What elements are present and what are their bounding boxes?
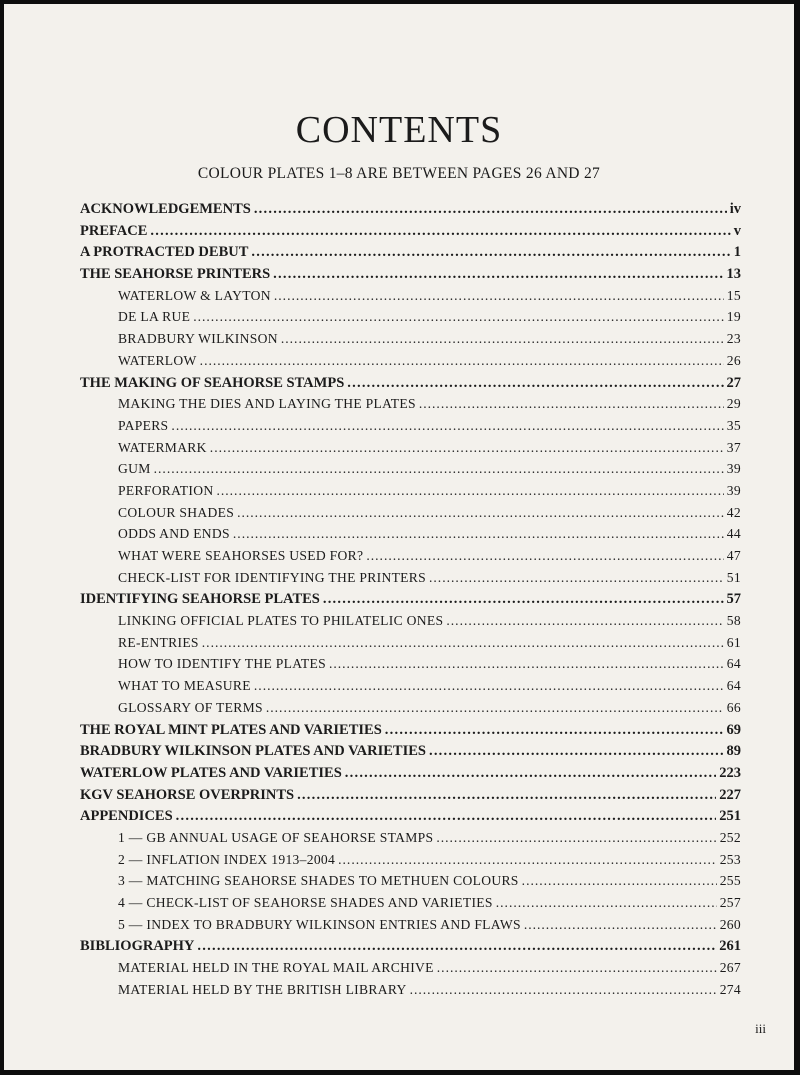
toc-entry — [80, 309, 741, 331]
toc-entry-label: WATERMARK — [118, 439, 207, 455]
toc-entry — [80, 331, 741, 353]
toc-entry-page: 23 — [726, 331, 741, 347]
toc-entry-label: DE LA RUE — [118, 309, 191, 325]
dot-leader — [266, 700, 724, 716]
toc-entry-label: THE MAKING OF SEAHORSE STAMPS — [80, 374, 345, 391]
toc-entry — [80, 418, 741, 440]
toc-entry-label: BRADBURY WILKINSON PLATES AND VARIETIES — [80, 743, 426, 760]
toc-entry-page: v — [733, 222, 741, 239]
toc-entry-label: GLOSSARY OF TERMS — [118, 699, 263, 715]
dot-leader — [524, 917, 717, 933]
document-page — [4, 4, 794, 1070]
toc-entry — [80, 852, 741, 874]
toc-entry-label: IDENTIFYING SEAHORSE PLATES — [80, 591, 320, 608]
toc-entry-label: MATERIAL HELD IN THE ROYAL MAIL ARCHIVE — [118, 960, 434, 976]
dot-leader — [446, 613, 723, 629]
toc-entry-label: LINKING OFFICIAL PLATES TO PHILATELIC ONES — [118, 613, 444, 629]
toc-entry-label: HOW TO IDENTIFY THE PLATES — [118, 656, 326, 672]
toc-entry-label: 5 — INDEX TO BRADBURY WILKINSON ENTRIES AND FLAWS — [118, 916, 521, 932]
toc-entry — [80, 743, 741, 765]
toc-entry-label: MATERIAL HELD BY THE BRITISH LIBRARY — [118, 981, 407, 997]
toc-entry — [80, 917, 741, 939]
toc-entry-label: CHECK-LIST FOR IDENTIFYING THE PRINTERS — [118, 569, 427, 585]
toc-entry-label: 2 — INFLATION INDEX 1913–2004 — [118, 851, 336, 867]
toc-entry — [80, 526, 741, 548]
toc-entry — [80, 201, 741, 223]
toc-entry — [80, 461, 741, 483]
toc-entry-page: 223 — [719, 764, 741, 781]
dot-leader — [429, 743, 724, 760]
dot-leader — [254, 678, 724, 694]
toc-entry — [80, 830, 741, 852]
toc-entry-page: 64 — [726, 656, 741, 672]
dot-leader — [200, 353, 724, 369]
dot-leader — [323, 591, 724, 608]
toc-entry-label: THE ROYAL MINT PLATES AND VARIETIES — [80, 721, 382, 738]
dot-leader — [522, 873, 717, 889]
toc-entry-page: 39 — [726, 482, 741, 498]
toc-entry-label: PERFORATION — [118, 482, 214, 498]
toc-entry — [80, 244, 741, 266]
dot-leader — [202, 635, 724, 651]
dot-leader — [345, 765, 716, 782]
toc-entry-page: 42 — [726, 504, 741, 520]
toc-entry-page: 13 — [726, 266, 741, 283]
toc-entry-page: 66 — [726, 699, 741, 715]
toc-entry — [80, 895, 741, 917]
dot-leader — [437, 960, 717, 976]
toc-entry-label: PAPERS — [118, 417, 169, 433]
dot-leader — [237, 505, 724, 521]
table-of-contents — [80, 201, 741, 1003]
toc-entry-page: 64 — [726, 678, 741, 694]
toc-entry-label: BRADBURY WILKINSON — [118, 331, 278, 347]
toc-entry-page: 27 — [726, 374, 741, 391]
page-title: CONTENTS — [295, 109, 503, 151]
toc-entry — [80, 678, 741, 700]
toc-entry-page: 274 — [719, 981, 741, 997]
toc-entry — [80, 700, 741, 722]
toc-entry-page: 267 — [719, 960, 741, 976]
toc-entry — [80, 873, 741, 895]
dot-leader — [347, 375, 723, 392]
toc-entry-page: 61 — [726, 634, 741, 650]
page-subtitle: COLOUR PLATES 1–8 ARE BETWEEN PAGES 26 AND 27 — [197, 165, 601, 182]
toc-entry-page: 261 — [719, 938, 741, 955]
dot-leader — [329, 656, 724, 672]
toc-entry-label: PREFACE — [80, 222, 148, 239]
toc-entry — [80, 396, 741, 418]
toc-entry-page: 1 — [733, 244, 741, 261]
toc-entry-page: 89 — [726, 743, 741, 760]
toc-entry-page: 51 — [726, 569, 741, 585]
toc-entry-page: 57 — [726, 591, 741, 608]
toc-entry-page: 15 — [726, 287, 741, 303]
toc-entry-label: WHAT TO MEASURE — [118, 678, 251, 694]
toc-entry-page: 47 — [726, 548, 741, 563]
toc-entry — [80, 635, 741, 657]
toc-entry-page: iv — [729, 201, 741, 217]
toc-entry-label: A PROTRACTED DEBUT — [80, 244, 249, 261]
dot-leader — [210, 440, 724, 456]
toc-entry-page: 35 — [726, 417, 741, 433]
dot-leader — [251, 244, 730, 261]
dot-leader — [254, 201, 727, 218]
toc-entry-label: RE-ENTRIES — [118, 634, 199, 650]
toc-entry — [80, 656, 741, 678]
toc-entry — [80, 938, 741, 960]
dot-leader — [216, 483, 723, 499]
toc-entry-page: 260 — [719, 916, 741, 932]
dot-leader — [297, 787, 716, 804]
toc-entry — [80, 353, 741, 375]
toc-entry-label: WHAT WERE SEAHORSES USED FOR? — [118, 548, 364, 563]
dot-leader — [410, 982, 717, 998]
dot-leader — [197, 938, 716, 955]
toc-entry — [80, 787, 741, 809]
toc-entry-page: 227 — [719, 786, 741, 803]
dot-leader — [176, 808, 717, 825]
toc-entry-page: 39 — [726, 461, 741, 477]
toc-entry — [80, 765, 741, 787]
dot-leader — [193, 309, 724, 325]
toc-entry — [80, 722, 741, 744]
toc-entry — [80, 570, 741, 592]
dot-leader — [366, 548, 723, 564]
toc-entry — [80, 483, 741, 505]
toc-entry — [80, 223, 741, 245]
toc-entry-page: 37 — [726, 439, 741, 455]
toc-entry-label: WATERLOW & LAYTON — [118, 287, 271, 303]
toc-entry — [80, 440, 741, 462]
dot-leader — [385, 722, 724, 739]
toc-entry — [80, 960, 741, 982]
dot-leader — [171, 418, 723, 434]
dot-leader — [233, 526, 724, 542]
page-number: iii — [755, 1021, 766, 1036]
dot-leader — [150, 223, 730, 240]
toc-entry — [80, 375, 741, 397]
toc-entry-page: 255 — [719, 873, 741, 889]
toc-entry-label: APPENDICES — [80, 808, 173, 825]
toc-entry-page: 19 — [726, 309, 741, 325]
toc-entry-page: 29 — [726, 396, 741, 412]
toc-entry — [80, 505, 741, 527]
toc-entry-page: 58 — [726, 613, 741, 629]
dot-leader — [436, 830, 716, 846]
dot-leader — [273, 266, 723, 283]
toc-entry-page: 26 — [726, 352, 741, 368]
toc-entry-label: COLOUR SHADES — [118, 504, 235, 520]
toc-entry-page: 253 — [719, 851, 741, 867]
toc-entry-label: GUM — [118, 461, 151, 477]
toc-entry — [80, 613, 741, 635]
toc-entry-label: ODDS AND ENDS — [118, 526, 230, 542]
dot-leader — [281, 331, 724, 347]
toc-entry-label: 4 — CHECK-LIST OF SEAHORSE SHADES AND VARIETIES — [118, 895, 493, 910]
toc-entry-page: 252 — [719, 829, 741, 845]
dot-leader — [429, 570, 724, 586]
toc-entry-label: 1 — GB ANNUAL USAGE OF SEAHORSE STAMPS — [118, 829, 434, 845]
toc-entry — [80, 982, 741, 1004]
toc-entry-label: KGV SEAHORSE OVERPRINTS — [80, 786, 295, 803]
toc-entry — [80, 266, 741, 288]
toc-entry — [80, 808, 741, 830]
dot-leader — [274, 288, 724, 304]
toc-entry-label: ACKNOWLEDGEMENTS — [80, 201, 251, 217]
dot-leader — [154, 461, 724, 477]
toc-entry-label: BIBLIOGRAPHY — [80, 938, 195, 955]
toc-entry-page: 257 — [719, 895, 741, 910]
dot-leader — [419, 396, 724, 412]
toc-entry — [80, 591, 741, 613]
toc-entry-label: WATERLOW — [118, 352, 197, 368]
toc-entry-label: 3 — MATCHING SEAHORSE SHADES TO METHUEN COLOURS — [118, 873, 519, 889]
toc-entry-page: 44 — [726, 526, 741, 542]
dot-leader — [338, 852, 717, 868]
toc-entry-page: 251 — [719, 808, 741, 825]
toc-entry — [80, 288, 741, 310]
toc-entry-label: WATERLOW PLATES AND VARIETIES — [80, 764, 342, 781]
toc-entry-label: THE SEAHORSE PRINTERS — [80, 266, 271, 283]
toc-entry — [80, 548, 741, 570]
dot-leader — [496, 895, 717, 911]
toc-entry-label: MAKING THE DIES AND LAYING THE PLATES — [118, 396, 416, 412]
toc-entry-page: 69 — [726, 721, 741, 738]
